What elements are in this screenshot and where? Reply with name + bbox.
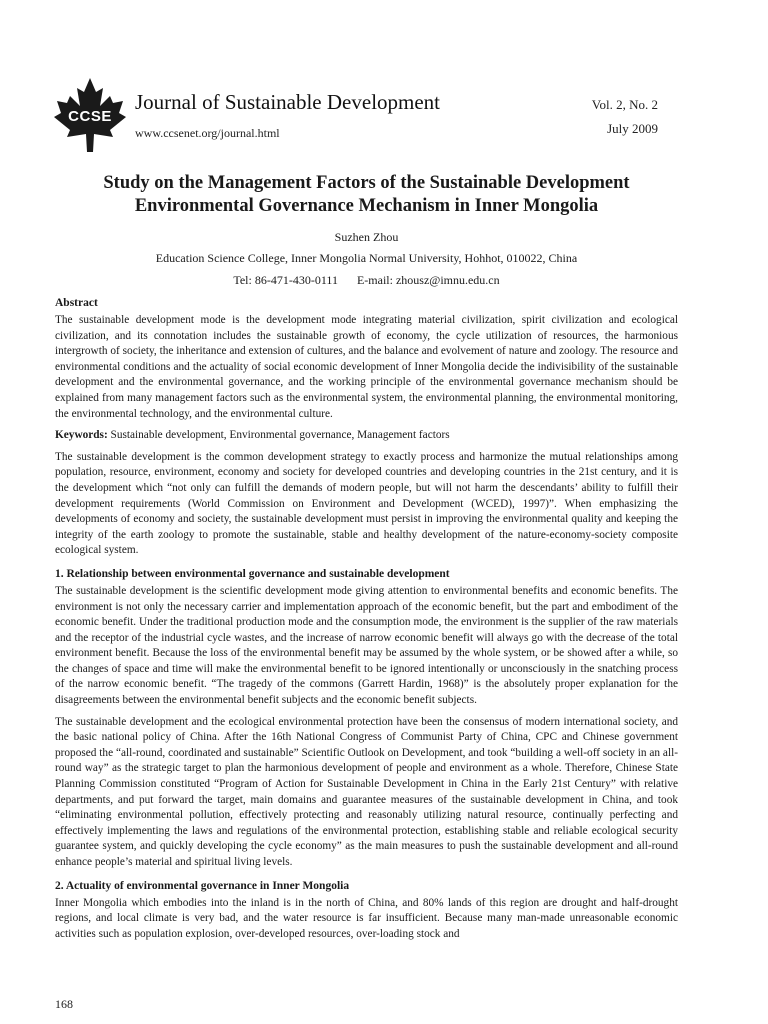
section-1-paragraph-2: The sustainable development and the ecological environmental protection have been the consensus of modern international society, and the basic national policy of China. After the 16th National Congress of Communist Party of China, CPC and Chinese government proposed the “all-round, coordinated and sustainable” Scientific Outlook on Development, and took “building a well-off society in an all-round way” as the strategic target to plan the harmonious development of people and environment as a whole. Therefore, Chinese State Planning Commission constituted “Program of Action for Sustainable Development in China in the Early 21st Century” with relative departments, and put forward the target, main domains and guarantee measures of the sustainable development in China, and took “eliminating environmental pollution, effectively protecting and reasonably utilizing natural resource, continually perfecting and effectively implementing the laws and regulations of the environmental protection, establishing stable and reliable ecological security guarantee system, and quickly developing the cycle economy” as the main measures to push the sustainable development and all-round enhance people’s material and spiritual living levels.: [55, 715, 678, 868]
section-2-paragraph-1: Inner Mongolia which embodies into the inland is in the north of China, and 80% lands of this region are drought and half-drought regions, and local climate is very bad, and the water resource is far insufficient. Because many man-made unreasonable economic activities such as population explosion, over-developed resources, over-loading stock and: [55, 896, 678, 940]
author-name: Suzhen Zhou: [334, 230, 399, 244]
author-affiliation: Education Science College, Inner Mongolia Normal University, Hohhot, 010022, China: [155, 251, 578, 265]
paper-title-line-1: Study on the Management Factors of the Sustainable Development: [103, 173, 630, 193]
paper-title-line-2: Environmental Governance Mechanism in Inner Mongolia: [134, 196, 599, 216]
section-2-heading: 2. Actuality of environmental governance in Inner Mongolia: [55, 879, 350, 892]
author-contact: [55, 273, 678, 288]
intro-paragraph: The sustainable development is the common development strategy to exactly process and harmonize the mutual relationships among population, resource, environment, economy and society for developed countries and developing countries in the 21st century, and it is the development which “not only can fulfill the demands of modern people, but will not harm the descendants’ ability to fulfill their development requirements (World Commission on Environment and Development (WCED), 1997)”. When emphasizing the developments of economy and society, the sustainable development must persist in improving the environmental quality and keeping the integrity of the earth zoology to promote the sustainable, stable and healthy development of the nature-economy-society composite ecological system.: [55, 450, 678, 557]
paper-title: [55, 172, 678, 218]
publication-date: July 2009: [607, 121, 658, 136]
section-1-heading: 1. Relationship between environmental governance and sustainable development: [55, 567, 450, 580]
section-1-paragraph-1: The sustainable development is the scientific development mode giving attention to environmental benefits and economic benefits. The environment is not only the necessary carrier and implementation approach of the economic benefit, but the part and embodiment of the economic benefit. Under the traditional production mode and the consumption mode, the environment is the supplier of the raw materials and the receptor of the industrial cycle wastes, and the increase of narrow economic benefit will always go with the decrease of the total environment benefit. Because the loss of the environmental benefit may be assumed by the whole system, or be showed after a while, so the changes of space and time will make the environmental benefit to be ignored intentionally or unconsciously in the snatching process of the narrow economic benefit. “The tragedy of the commons (Garrett Hardin, 1968)” is the absolutely proper explanation for the disagreements between the environmental benefit subjects and the economic benefit subjects.: [55, 584, 678, 707]
abstract-heading: Abstract: [55, 297, 98, 309]
paper-body: [55, 172, 678, 948]
keywords-line: [55, 428, 678, 444]
logo-text: CCSE: [68, 108, 112, 125]
author-email[interactable]: E-mail: zhousz@imnu.edu.cn: [356, 273, 500, 287]
keywords-label: Keywords:: [55, 429, 108, 442]
ccse-maple-leaf-logo: [52, 76, 128, 156]
journal-title: Journal of Sustainable Development: [135, 90, 441, 114]
author-telephone: Tel: 86-471-430-0111: [233, 273, 338, 287]
volume-issue: Vol. 2, No. 2: [591, 97, 658, 112]
journal-url[interactable]: www.ccsenet.org/journal.html: [135, 126, 280, 140]
abstract-text: The sustainable development mode is the development mode integrating material civilization, spirit civilization and ecological civilization, and its connotation includes the sustainable growth of economy, the cycle utilization of resources, the harmonious intergrowth of society, the inheritance and extension of cultures, and the balance and evolvement of nature and zoology. The resource and environmental conditions and the actuality of social economic development of Inner Mongolia decide the indivisibility of the sustainable development and the environmental governance, and the working principle of the environmental governance mechanism should be explained from many management factors such as the environmental system, the environmental planning, the environmental monitoring, the environmental technology, and the environmental culture.: [55, 314, 678, 420]
keywords-text: Sustainable development, Environmental governance, Management factors: [107, 429, 450, 442]
page-number: 168: [55, 997, 73, 1011]
journal-header: [0, 0, 768, 160]
